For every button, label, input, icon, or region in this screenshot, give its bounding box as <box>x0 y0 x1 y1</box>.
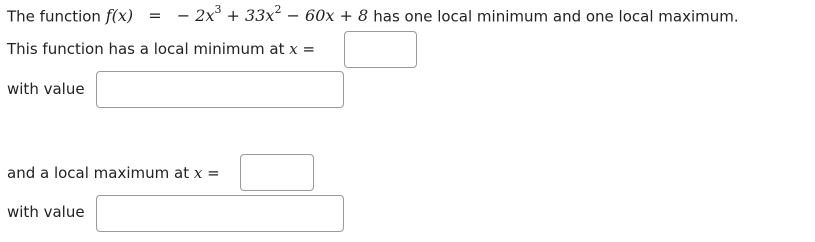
minimum-x-row <box>7 40 315 58</box>
minimum-x-var: x <box>289 40 298 58</box>
statement-tail: has one local minimum and one local maximum. <box>373 7 739 26</box>
function-term-1: − 2x <box>176 6 215 26</box>
minimum-label: This function has a local minimum at <box>7 40 285 58</box>
exponent-2: 2 <box>274 3 282 16</box>
maximum-eq: = <box>207 164 220 182</box>
maximum-x-input[interactable] <box>240 154 314 191</box>
maximum-x-row <box>7 164 220 182</box>
maximum-value-label: with value <box>7 203 85 221</box>
problem-statement <box>7 5 739 25</box>
maximum-value-input[interactable] <box>96 195 344 232</box>
maximum-label: and a local maximum at <box>7 164 190 182</box>
function-term-3: − 60x + 8 <box>281 6 369 26</box>
intro-text: The function <box>7 7 101 26</box>
function-lhs: f(x) <box>105 6 134 26</box>
maximum-x-var: x <box>193 164 203 182</box>
minimum-value-input[interactable] <box>96 71 344 108</box>
exponent-3: 3 <box>214 3 222 16</box>
function-expression <box>105 3 374 26</box>
minimum-x-input[interactable] <box>344 31 417 68</box>
minimum-value-label: with value <box>7 80 85 98</box>
function-equals: = <box>148 6 162 26</box>
function-term-2: + 33x <box>221 6 275 26</box>
minimum-eq: = <box>302 40 316 58</box>
